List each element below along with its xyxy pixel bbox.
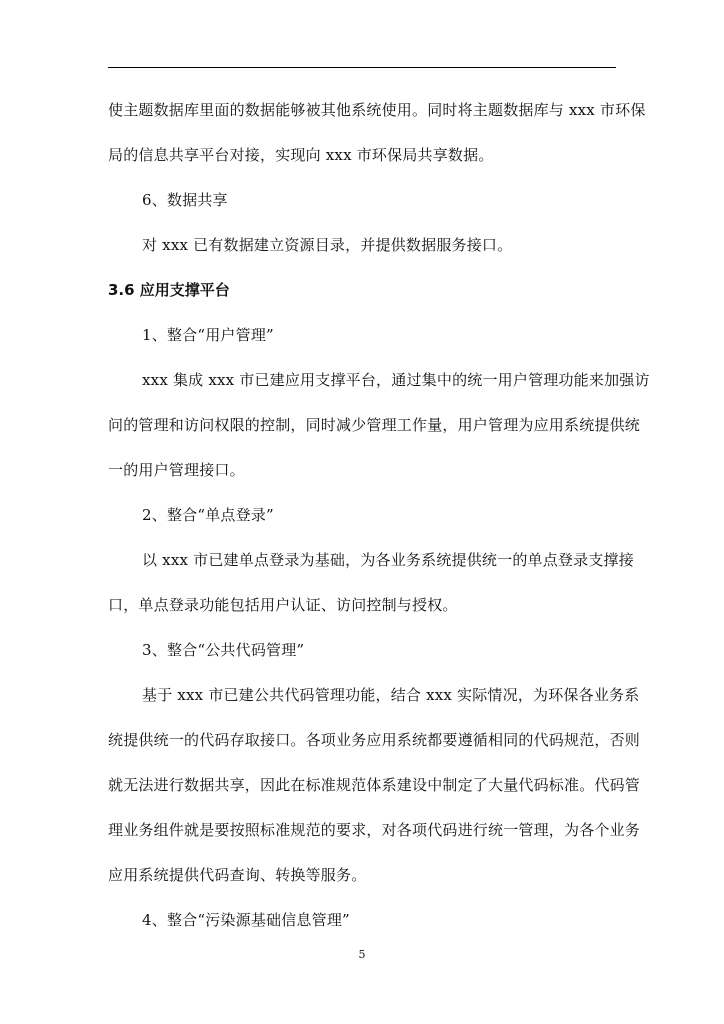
page-number: 5 — [358, 948, 366, 961]
list-item-heading: 4、整合“污染源基础信息管理” — [142, 911, 350, 929]
body-line: 口，单点登录功能包括用户认证、访问控制与授权。 — [108, 596, 458, 614]
body-line: 局的信息共享平台对接，实现向 xxx 市环保局共享数据。 — [108, 146, 494, 164]
body-line: 理业务组件就是要按照标准规范的要求，对各项代码进行统一管理，为各个业务 — [108, 821, 641, 839]
list-item-heading: 1、整合“用户管理” — [142, 326, 274, 344]
body-line: 就无法进行数据共享，因此在标准规范体系建设中制定了大量代码标准。代码管 — [108, 776, 641, 794]
list-item-heading: 2、整合“单点登录” — [142, 506, 274, 524]
body-line: 以 xxx 市已建单点登录为基础，为各业务系统提供统一的单点登录支撑接 — [142, 551, 634, 569]
body-line: 统提供统一的代码存取接口。各项业务应用系统都要遵循相同的代码规范，否则 — [108, 731, 641, 749]
body-line: 基于 xxx 市已建公共代码管理功能，结合 xxx 实际情况，为环保各业务系 — [142, 686, 640, 704]
section-heading: 3.6 应用支撑平台 — [108, 281, 230, 299]
body-line: 一的用户管理接口。 — [108, 461, 245, 479]
header-rule — [108, 67, 616, 68]
body-line: 问的管理和访问权限的控制，同时减少管理工作量，用户管理为应用系统提供统 — [108, 416, 641, 434]
body-line: 对 xxx 已有数据建立资源目录，并提供数据服务接口。 — [142, 236, 513, 254]
list-item-heading: 3、整合“公共代码管理” — [142, 641, 305, 659]
body-line: xxx 集成 xxx 市已建应用支撑平台，通过集中的统一用户管理功能来加强访 — [142, 371, 650, 389]
body-line: 使主题数据库里面的数据能够被其他系统使用。同时将主题数据库与 xxx 市环保 — [108, 101, 646, 119]
body-line: 应用系统提供代码查询、转换等服务。 — [108, 866, 367, 884]
list-item-heading: 6、数据共享 — [142, 191, 228, 209]
